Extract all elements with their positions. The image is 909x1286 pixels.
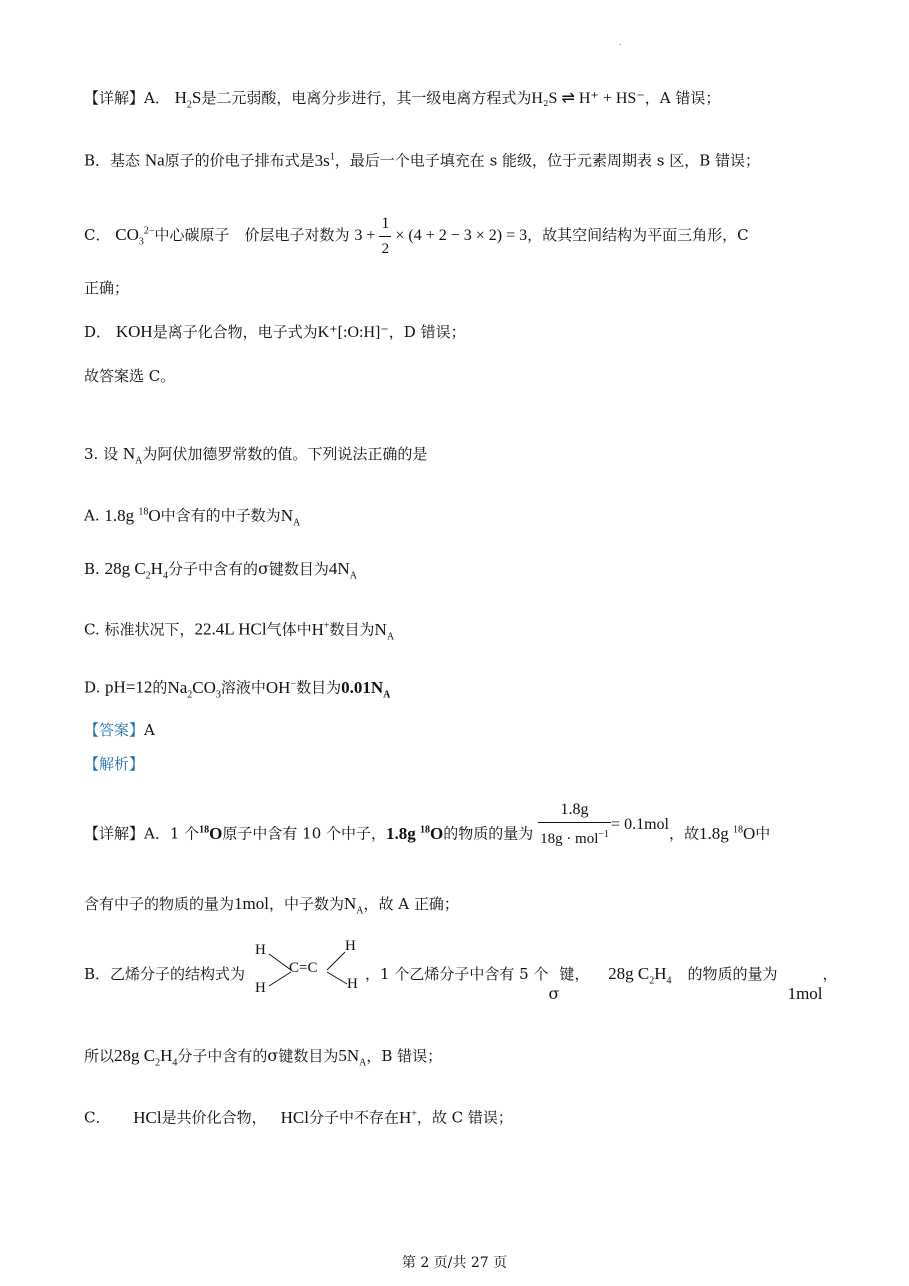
formula-hcl: HCl	[280, 1107, 309, 1127]
option-label: B．	[84, 965, 111, 983]
formula: 28g $C_2H_4$	[104, 559, 168, 582]
text: 溶液中	[220, 678, 266, 697]
detail-line-c-cont: 正确；	[84, 279, 130, 297]
text: ，D 错误；	[388, 323, 466, 341]
value: $N_A$	[343, 894, 364, 917]
answer-line	[84, 718, 869, 742]
isotope-mass: 1.8g $^{18}$O	[386, 823, 444, 843]
atom-h: H	[347, 976, 358, 992]
text: 的物质的量为	[443, 824, 534, 843]
vsepr-expression: 3 + $\frac{1}{2}$ × (4 + 2 − 3 × 2) = 3	[354, 227, 527, 244]
question-3-option-d	[84, 672, 869, 707]
text: ，A 错误；	[644, 89, 721, 107]
amount: 1mol	[234, 894, 269, 913]
text: ，B 错误；	[366, 1047, 443, 1065]
text: 是二元弱酸，电离分步进行，其一级电离方程式为	[201, 89, 532, 107]
ionization-equation: H₂S ⇌ H⁺ + HS⁻	[531, 90, 645, 107]
formula-hcl: HCl	[133, 1107, 162, 1127]
text: 分子中含有的	[177, 1047, 268, 1065]
text: 键数目为	[278, 1047, 339, 1065]
text: ，	[822, 965, 838, 983]
formula: 28g $C_2H_4$	[114, 1046, 178, 1069]
text: 乙烯分子的结构式为	[110, 965, 246, 983]
value: $4N_A$	[328, 559, 357, 582]
text: 中含有的中子数为	[160, 506, 281, 525]
option-label: B.	[84, 560, 100, 578]
analysis-line	[84, 752, 869, 776]
ion: OH−	[265, 677, 297, 697]
option-label: C. 标准状况下，	[84, 620, 195, 639]
formula: 1.8g $^{18}$O	[104, 505, 161, 525]
option-label: D.	[84, 678, 101, 697]
atom-h: H	[255, 980, 266, 996]
atom-h: H	[345, 938, 356, 954]
formula-koh: KOH	[115, 322, 153, 341]
text: ，故 A 正确；	[363, 895, 459, 913]
detail-line-d	[84, 320, 869, 345]
text: ，故	[668, 824, 699, 843]
text: 含有中子的物质的量为	[84, 895, 235, 913]
text: 1 个	[169, 824, 200, 843]
text: 键，	[559, 965, 590, 983]
text: 数目为	[296, 678, 342, 697]
top-mark: .	[619, 38, 622, 47]
text: 是共价化合物，	[161, 1108, 267, 1127]
isotope: $^{18}$O	[199, 823, 223, 843]
atom-h: H	[255, 942, 266, 958]
analysis-line-a-cont	[84, 892, 869, 923]
answer-value: A	[144, 721, 155, 739]
text: 气体中	[266, 620, 312, 639]
sigma-symbol: σ	[257, 559, 269, 578]
ph-value: pH=12	[105, 677, 153, 697]
avogadro-symbol: $N_A$	[122, 444, 143, 467]
text: 是离子化合物，电子式为	[152, 323, 318, 341]
option-label: A．	[144, 89, 170, 107]
text: 数目为	[329, 620, 375, 639]
question-3-option-a	[84, 500, 869, 535]
moles-result: = 0.1mol	[611, 815, 669, 833]
analysis-line-b	[84, 962, 869, 1003]
text: 原子中含有 10 个中子，	[222, 824, 387, 843]
option-label: C．	[84, 226, 111, 245]
analysis-line-c	[84, 1102, 869, 1130]
sigma-symbol: σ	[548, 984, 560, 1003]
formula-carbonate: $CO_3^{2-}$	[115, 225, 155, 248]
text: 为阿伏加德罗常数的值。下列说法正确的是	[142, 445, 428, 463]
option-label: D．	[84, 323, 112, 341]
text: ，1 个乙烯分子中含有 5 个	[365, 965, 549, 983]
text: 的物质的量为	[687, 965, 778, 983]
question-3-option-b	[84, 557, 869, 588]
double-bond-cc: C=C	[289, 960, 318, 976]
question-3-option-c	[84, 614, 869, 649]
formula-sodium-carbonate: $Na_2CO_3$	[167, 677, 221, 701]
analysis-line-b-cont	[84, 1044, 869, 1075]
detail-tag: 【详解】	[84, 824, 145, 843]
question-3-stem	[84, 442, 869, 473]
formula: 22.4L HCl	[194, 619, 267, 639]
ion: H+	[311, 619, 330, 639]
value: $N_A$	[374, 619, 395, 643]
electron-formula: K⁺[:O:H]⁻	[317, 324, 389, 341]
amount: 1mol	[787, 984, 823, 1003]
text: ，中子数为	[268, 895, 344, 913]
text: 中	[755, 824, 771, 843]
option-label: A.	[84, 506, 100, 525]
text: ，最后一个电子填充在 s 能级，位于元素周期表 s 区，B 错误；	[334, 151, 761, 170]
ion: H+	[398, 1107, 417, 1127]
value: $5N_A$	[338, 1046, 367, 1069]
value: $0.01N_A$	[341, 677, 391, 701]
question-number: 3. 设	[84, 445, 119, 463]
formula-h2s: $H_2S$	[174, 88, 202, 111]
isotope-mass: 1.8g $^{18}$O	[698, 823, 756, 843]
text: 分子中不存在	[308, 1108, 399, 1127]
text: 原子的价电子排布式是	[164, 151, 315, 170]
sigma-symbol: σ	[267, 1046, 279, 1065]
option-label: C．	[84, 1108, 111, 1127]
page-footer: 第 2 页/共 27 页	[401, 1255, 508, 1271]
atom-na: Na	[144, 150, 165, 170]
detail-line-c	[84, 212, 869, 261]
text: ，故其空间结构为平面三角形，C	[527, 226, 749, 245]
text: ，故 C 错误；	[416, 1108, 513, 1127]
analysis-line-a	[84, 801, 869, 861]
detail-line-b	[84, 145, 869, 173]
value: $N_A$	[280, 505, 301, 529]
text: 中心碳原子 价层电子对数为	[154, 226, 350, 245]
text: 键数目为	[268, 560, 329, 578]
text: 分子中含有的	[167, 560, 258, 578]
moles-fraction: $\frac{1.8g}{18g \cdot mol^{-1}}$	[538, 798, 611, 851]
text: 的	[152, 678, 168, 697]
option-label: A．	[144, 824, 170, 843]
electron-config: $3s^1$	[314, 150, 335, 170]
detail-tag: 【详解】	[84, 89, 145, 107]
answer-conclusion: 故答案选 C。	[84, 367, 176, 385]
detail-line-a	[84, 86, 869, 117]
text: 所以	[84, 1047, 115, 1065]
answer-label: 【答案】	[84, 721, 145, 739]
option-label: B．	[84, 151, 111, 170]
analysis-label: 【解析】	[84, 755, 145, 773]
text: 基态	[110, 151, 141, 170]
formula: 28g $C_2H_4$	[608, 964, 672, 987]
